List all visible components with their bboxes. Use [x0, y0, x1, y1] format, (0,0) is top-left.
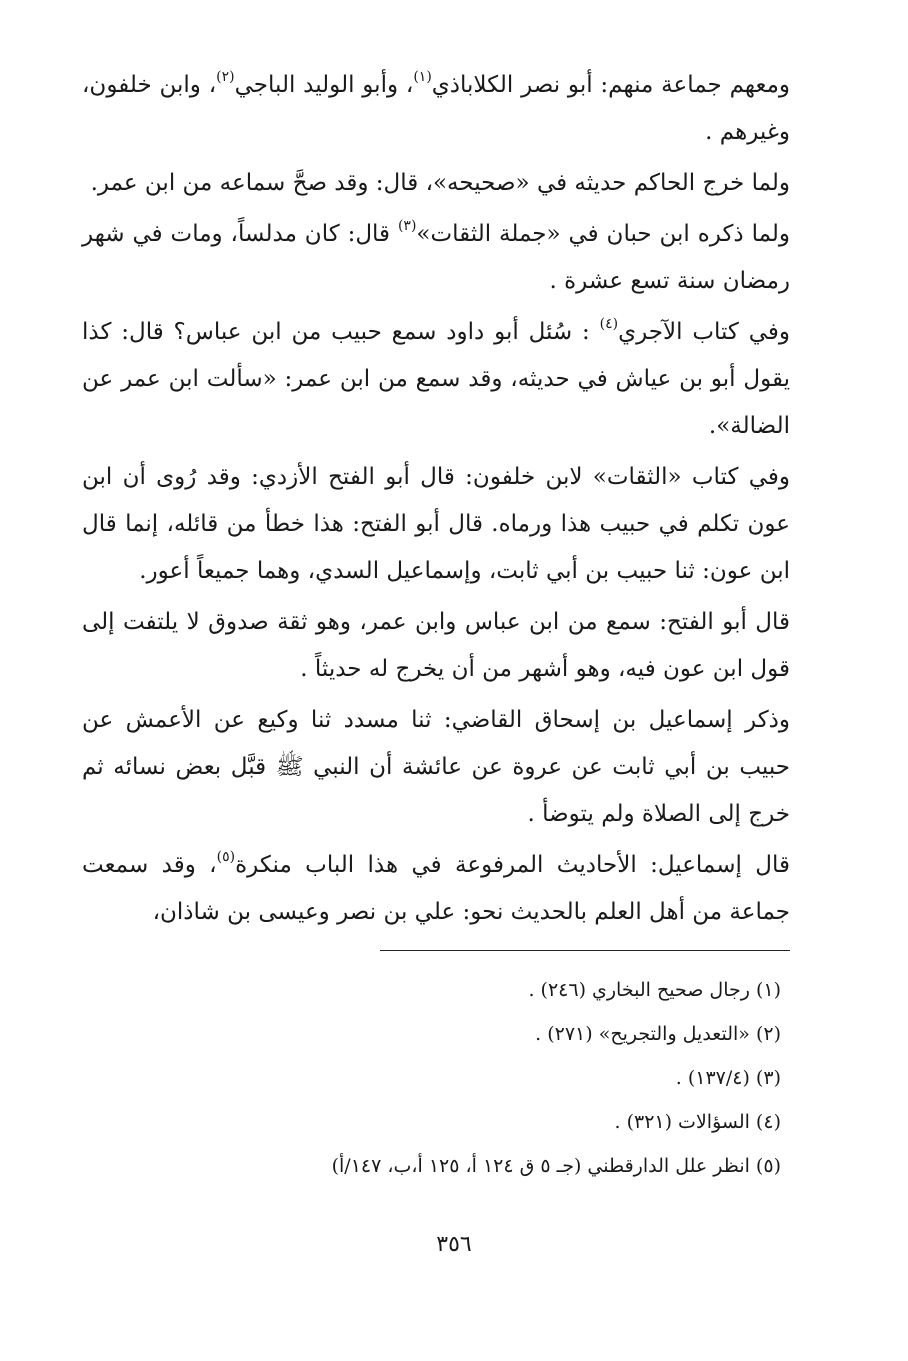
- paragraph-text: ، وابن خلفون، وغيرهم .: [82, 72, 790, 145]
- paragraph-text: وذكر إسماعيل بن إسحاق القاضي: ثنا مسدد ثنا وكيع عن الأعمش عن حبيب بن أبي ثابت عن عروة عن عائشة أن النبي ﷺ قبَّل بعض نسائه ثم خرج إلى الصلاة ولم يتوضأ .: [82, 707, 790, 827]
- footnote-marker: (١): [413, 69, 432, 85]
- paragraph-text: ومعهم جماعة منهم: أبو نصر الكلاباذي: [431, 72, 790, 98]
- footnote-3: (٣) (١٣٧/٤) .: [675, 1067, 781, 1089]
- footnote-marker: (٣): [397, 218, 417, 234]
- paragraph-text: وفي كتاب الآجري: [618, 319, 790, 345]
- paragraph-text: ، وأبو الوليد الباجي: [234, 72, 414, 98]
- paragraph: [82, 62, 790, 156]
- footnote-marker: (٥): [216, 849, 236, 865]
- paragraph-text: قال: كان مدلساً، ومات في شهر رمضان سنة تسع عشرة .: [82, 221, 790, 294]
- paragraph: [82, 697, 790, 838]
- paragraph: [82, 842, 790, 936]
- page-number: ٣٥٦: [436, 1232, 472, 1257]
- paragraph-text: : سُئل أبو داود سمع حبيب من ابن عباس؟ قال: كذا يقول أبو بن عياش في حديثه، وقد سمع من ابن عمر: «سألت ابن عمر عن الضالة».: [82, 319, 790, 439]
- footnotes: [221, 968, 781, 1188]
- paragraph: [82, 599, 790, 693]
- paragraph-text: ولما ذكره ابن حبان في «جملة الثقات»: [416, 221, 790, 247]
- paragraph-text: وفي كتاب «الثقات» لابن خلفون: قال أبو الفتح الأزدي: وقد رُوى أن ابن عون تكلم في حبيب هذا ورماه. قال أبو الفتح: هذا خطأ من قائله، إنما قال ابن عون: ثنا حبيب بن أبي ثابت، وإسماعيل السدي، وهما جميعاً أعور.: [82, 464, 790, 584]
- footnote-marker: (٤): [599, 316, 619, 332]
- footnote-separator: [380, 950, 790, 951]
- paragraph: [82, 309, 790, 450]
- paragraph: [82, 160, 790, 207]
- footnote-5: (٥) انظر علل الدارقطني (جـ ٥ ق ١٢٤ أ، ١٢٥ أ،ب، ١٤٧/أ): [331, 1155, 781, 1177]
- footnote-4: (٤) السؤالات (٣٢١) .: [614, 1111, 781, 1133]
- paragraph: [82, 454, 790, 595]
- footnote-1: (١) رجال صحيح البخاري (٢٤٦) .: [528, 979, 781, 1001]
- main-text: [82, 62, 790, 940]
- paragraph-text: قال أبو الفتح: سمع من ابن عباس وابن عمر، وهو ثقة صدوق لا يلتفت إلى قول ابن عون فيه، وهو أشهر من أن يخرج له حديثاً .: [82, 609, 790, 682]
- paragraph-text: قال إسماعيل: الأحاديث المرفوعة في هذا الباب منكرة: [235, 852, 790, 878]
- paragraph-text: ، وقد سمعت جماعة من أهل العلم بالحديث نحو: علي بن نصر وعيسى بن شاذان،: [82, 852, 790, 925]
- paragraph: [82, 211, 790, 305]
- footnote-marker: (٢): [216, 69, 235, 85]
- paragraph-text: ولما خرج الحاكم حديثه في «صحيحه»، قال: وقد صحَّ سماعه من ابن عمر.: [90, 170, 790, 196]
- footnote-2: (٢) «التعديل والتجريح» (٢٧١) .: [535, 1023, 781, 1045]
